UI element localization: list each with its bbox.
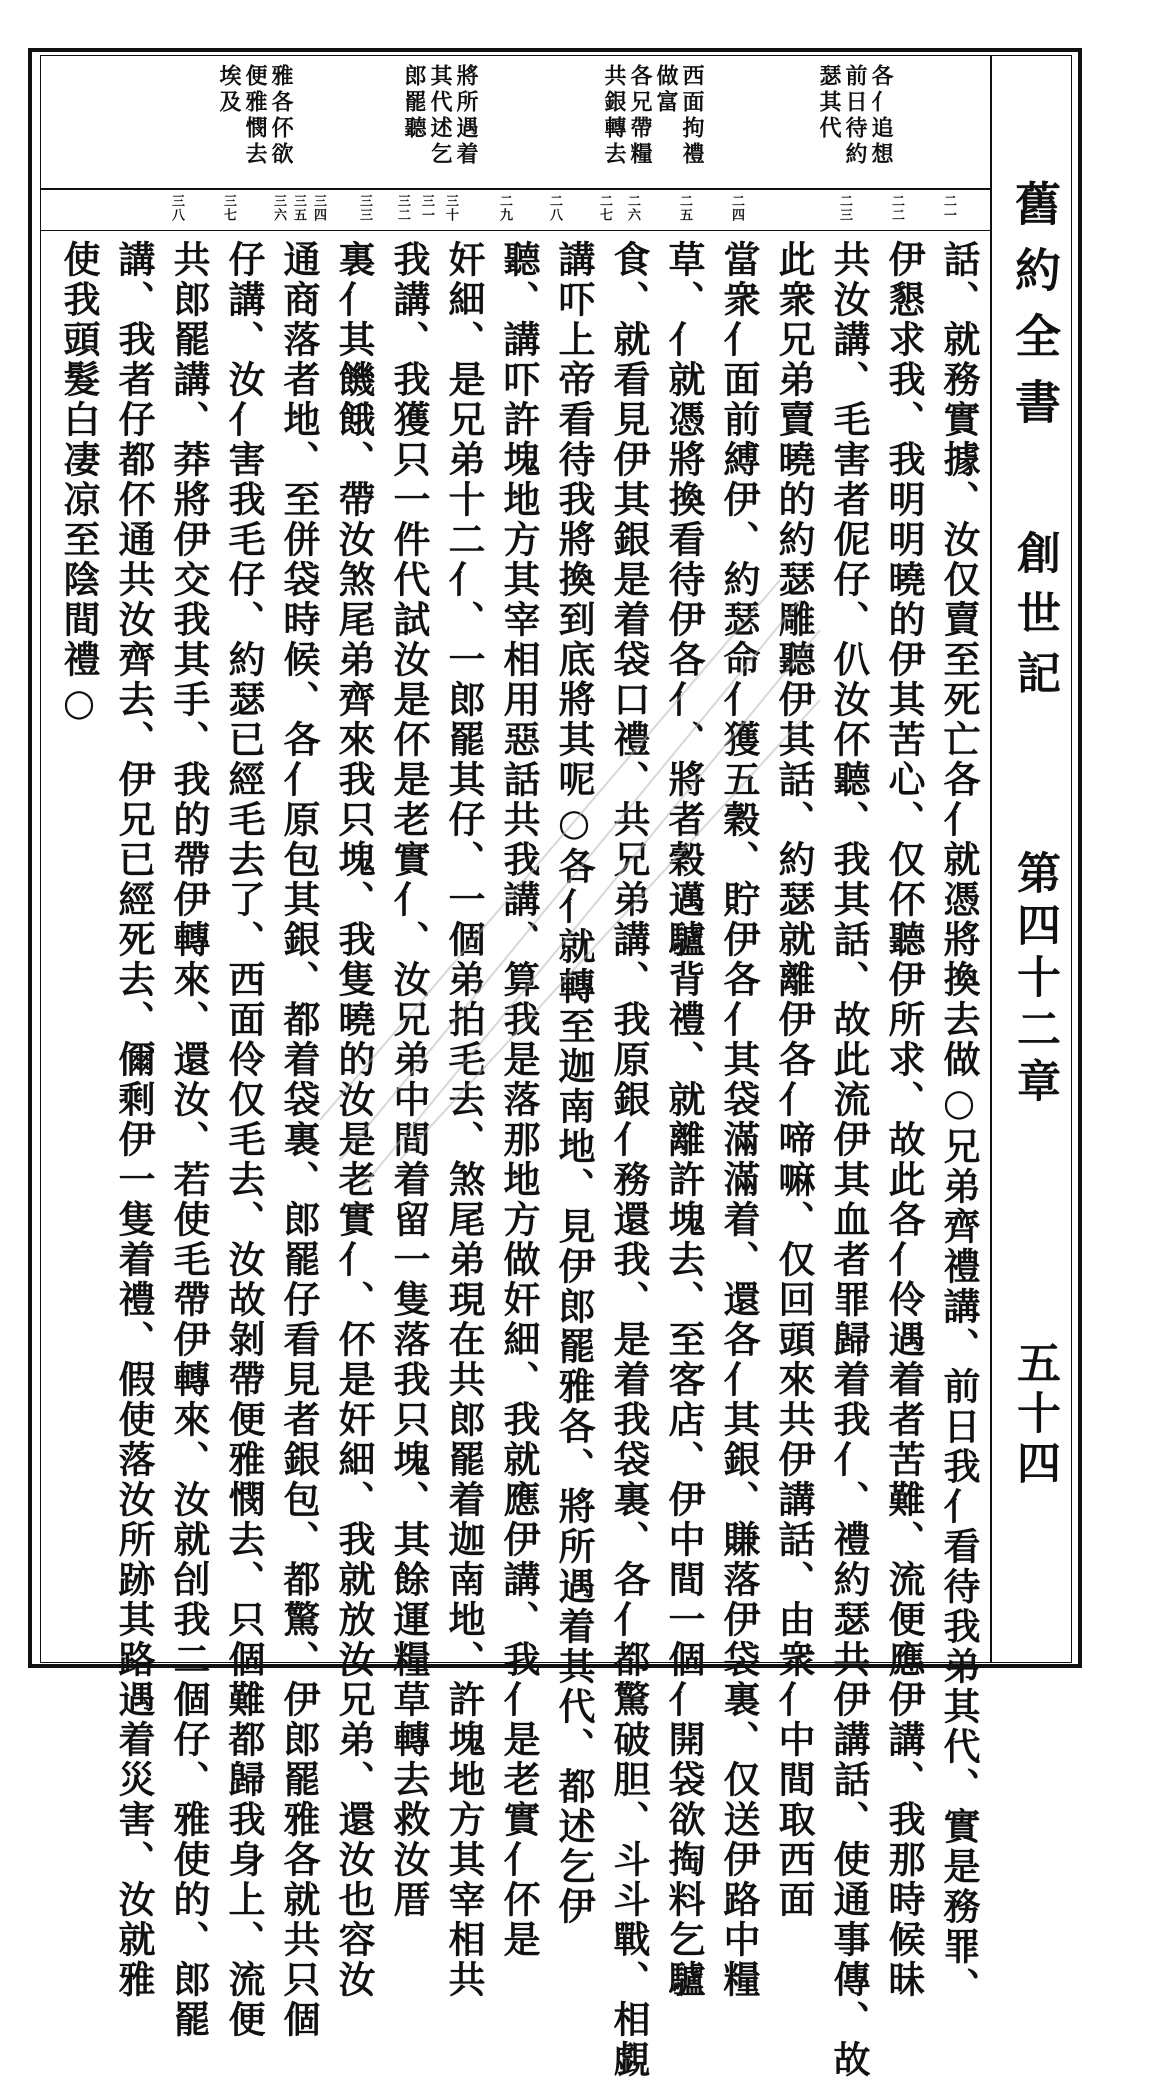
- head-note-line: 共銀轉去: [601, 64, 627, 168]
- running-head: [998, 70, 1070, 1630]
- verse-number: 二九: [497, 194, 512, 222]
- text-column: 此衆兄弟賣曉的約瑟雕聽伊其話、約瑟就離伊各亻啼嘛、仅回頭來共伊講話、由衆亻中間取西面: [772, 240, 816, 1920]
- text-column: 我講、我獲只一件代試汝是伓是老實亻、汝兄弟中間着留一隻落我只塊、其餘運糧草轉去救汝厝: [387, 240, 431, 1920]
- verse-number: 三二: [395, 194, 410, 222]
- verse-number: 三四: [311, 194, 326, 222]
- verse-number-rule: [40, 230, 990, 231]
- head-note-line: 西面拘禮: [679, 64, 705, 168]
- verse-number: 三五: [291, 194, 306, 222]
- text-column: 草、亻就憑將換看待伊各亻、將者穀邁驢背禮、就離許塊去、至客店、伊中間一個亻開袋欲掏料乞驢: [662, 240, 706, 2000]
- head-note: [800, 64, 910, 184]
- verse-number: 三一: [419, 194, 434, 222]
- head-note-line: 前日待約: [842, 64, 868, 168]
- verse-number: 二三: [837, 194, 852, 222]
- verse-number: 二四: [729, 194, 744, 222]
- verse-number: 二五: [677, 194, 692, 222]
- text-column: 裏亻其饑餓、帶汝煞尾弟齊來我只塊、我隻曉的汝是老實亻、伓是奸細、我就放汝兄弟、還汝也容汝: [332, 240, 376, 2000]
- text-column: 講、我者仔都伓通共汝齊去、伊兄已經死去、儞剩伊一隻着禮、假使落汝所跡其路遇着災害、汝就雅: [112, 240, 156, 2000]
- head-note-line: 便雅憫去: [242, 64, 268, 168]
- verse-number: 二七: [597, 194, 612, 222]
- head-note-line: 雅各伓欲: [268, 64, 294, 168]
- head-note-line: 埃及: [216, 64, 242, 116]
- text-column: 話、就務實據、汝仅賣至死亡各亻就憑將換去做○兄弟齊禮講、前日我亻看待我弟其代、實是務罪、: [937, 240, 981, 2007]
- text-column: 聽、講吓許塊地方其宰相用惡話共我講、算我是落那地方做奸細、我就應伊講、我亻是老實亻伓是: [497, 240, 541, 1960]
- verse-number-strip: [40, 190, 990, 230]
- text-column: 奸細、是兄弟十二亻、一郎罷其仔、一個弟拍毛去、煞尾弟現在共郎罷着迦南地、許塊地方其宰相共: [442, 240, 486, 2000]
- verse-number: 二一: [941, 194, 956, 222]
- text-column: 通商落者地、至併袋時候、各亻原包其銀、都着袋裏、郎罷仔看見者銀包、都驚、伊郎罷雅各就共只個: [277, 240, 321, 2040]
- verse-number: 三三: [357, 194, 372, 222]
- head-note-line: 瑟其代: [816, 64, 842, 142]
- page-number: 五十四: [1009, 1340, 1060, 1490]
- main-text: [44, 240, 990, 2080]
- verse-number: 三十: [443, 194, 458, 222]
- text-column: 共汝講、毛害者伲仔、仈汝伓聽、我其話、故此流伊其血者罪歸着我亻、禮約瑟共伊講話、使通事傳、故: [827, 240, 871, 2080]
- head-note-line: 各亻追想: [868, 64, 894, 168]
- head-note-line: 各兄帶糧: [627, 64, 653, 168]
- verse-number: 二二: [889, 194, 904, 222]
- book-title: 創世記: [1009, 530, 1060, 710]
- text-column: 講吓上帝看待我將換到底將其呢○各亻就轉至迦南地、見伊郎罷雅各、將所遇着其代、都述乞伊: [552, 240, 596, 1927]
- head-notes: [40, 60, 990, 186]
- text-column: 使我頭髮白凄凉至陰間禮○: [57, 240, 101, 727]
- head-note: [385, 64, 495, 184]
- text-column: 食、就看見伊其銀是着袋口禮、共兄弟講、我原銀亻務還我、是着我袋裏、各亻都驚破胆、斗斗戰、相覷: [607, 240, 651, 2080]
- verse-number: 二六: [625, 194, 640, 222]
- head-note: [200, 64, 310, 184]
- running-head-rule: [990, 55, 992, 1663]
- verse-number: 三六: [271, 194, 286, 222]
- verse-number: 三七: [221, 194, 236, 222]
- text-column: 伊懇求我、我明明曉的伊其苦心、仅伓聽伊所求、故此各亻伶遇着者苦難、流便應伊講、我那時候昧: [882, 240, 926, 2000]
- text-column: 共郎罷講、莽將伊交我其手、我的帶伊轉來、還汝、若使毛帶伊轉來、汝就刣我二個仔、雅使的、郎罷: [167, 240, 211, 2040]
- text-column: 仔講、汝亻害我毛仔、約瑟已經毛去了、西面伶仅毛去、汝故剝帶便雅憫去、只個難都歸我身上、流便: [222, 240, 266, 2040]
- verse-number: 二八: [547, 194, 562, 222]
- head-note-line: 將所遇着: [453, 64, 479, 168]
- head-note-line: 做富: [653, 64, 679, 116]
- verse-number: 三八: [169, 194, 184, 222]
- head-note-line: 其代述乞: [427, 64, 453, 168]
- chapter-title: 第四十二章: [1009, 850, 1060, 1110]
- book-collection-title: 舊約全書: [1008, 180, 1062, 444]
- text-column: 當衆亻面前縛伊、約瑟命亻獲五穀、貯伊各亻其袋滿滿着、還各亻其銀、賺落伊袋裏、仅送伊路中糧: [717, 240, 761, 2000]
- head-note-line: 郎罷聽: [401, 64, 427, 142]
- head-note: [585, 64, 715, 184]
